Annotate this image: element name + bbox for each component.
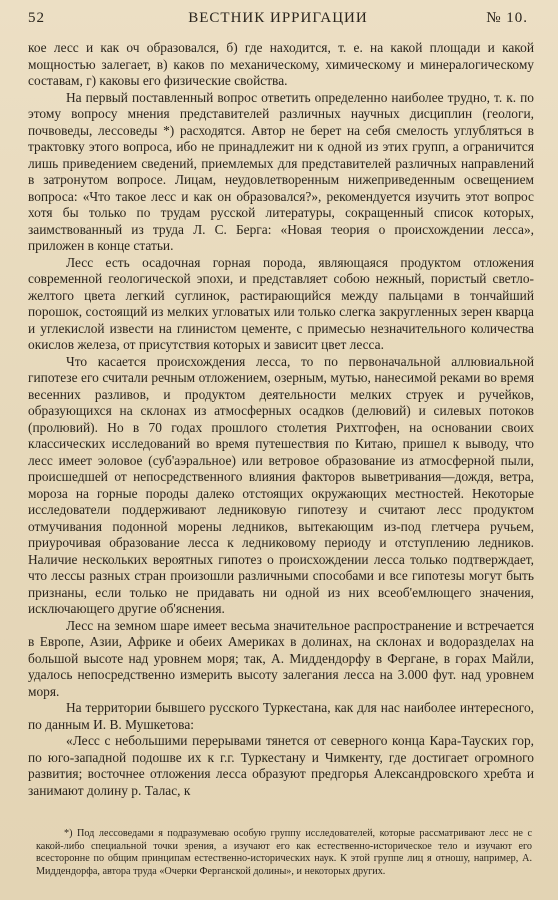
paragraph: На первый поставленный вопрос ответить определенно наиболее трудно, т. к. по этому вопросу мнения представителей различных научных дисциплин (геологи, почвоведы, лессоведы *) расходятся. Автор не берет на себя смелость углубляться в трактовку этого вопроса, ибо не принадлежит ни к одной из этих групп, а ограничится лишь приведением сведений, приемлемых для представителей различных направлений в затронутом вопросе. Лицам, неудовлетворенным нижеприведенным освещением вопроса: «Что такое лесс и как он образовался?», рекомендуется изучить этот вопрос хотя бы только по трудам русской литературы, сокращенный список которых, заимствованный из труда Л. С. Берга: «Новая теория о происхождении лесса», приложен в конце статьи. xyxy=(28,89,534,253)
paragraph: Лесс есть осадочная горная порода, являющаяся продуктом отложения современной геологической эпохи, и представляет собою нежный, пористый светло-желтого цвета легкий суглинок, растирающийся между пальцами в тончайший порошок, состоящий из мелких угловатых или только слегка закругленных зерен кварца и углекислой извести на глинистом цементе, с примесью незначительного количества окислов железа, от присутствия которых и зависит цвет лесса. xyxy=(28,254,534,352)
paragraph-continuation: кое лесс и как оч образовался, б) где находится, т. е. на какой площади и какой мощностью залегает, в) каков по механическому, химическому и минералогическому составам, г) каковы его физические свойства. xyxy=(28,40,534,88)
article-body xyxy=(28,40,534,799)
page-number: 52 xyxy=(28,10,45,26)
journal-title: ВЕСТНИК ИРРИГАЦИИ xyxy=(188,10,368,26)
footnote: *) Под лессоведами я подразумеваю особую группу исследователей, которые рассматривают лесс не с какой-либо специальной точки зрения, а изучают его как естественно-историческое тело и изучают его всесторонне по общим принципам естественно-исторических наук. К этой группе лиц я отношу, например, А. Миддендорфа, автора труда «Очерки Ферганской долины», и некоторых других. xyxy=(36,828,532,877)
paragraph: Лесс на земном шаре имеет весьма значительное распространение и встречается в Европе, Азии, Африке и обеих Америках в долинах, на склонах и водоразделах на большой высоте над уровнем моря; так, А. Миддендорфу в Фергане, в горах Майли, удалось непосредственно измерить высоту залегания лесса на 3.000 фут. над уровнем моря. xyxy=(28,617,534,699)
issue-number: № 10. xyxy=(486,10,528,26)
quote-paragraph: «Лесс с небольшими перерывами тянется от северного конца Кара-Тауских гор, по юго-западной подошве их к г.г. Туркестану и Чимкенту, где достигает огромного развития; восточнее отложения лесса образуют предгорья Александровского хребта и занимают долину р. Талас, к xyxy=(28,733,534,798)
running-header xyxy=(28,10,528,32)
paragraph: Что касается происхождения лесса, то по первоначальной аллювиальной гипотезе его считали речным отложением, озерным, мутью, нанесимой реками во время весенних разливов, и продуктом деятельности мелких струек и ручейков, образующихся на склонах из атмосферных осадков (делювий) и силевых потоков (пролювий). Но в 70 годах прошлого столетия Рихтгофен, на основании своих классических исследований во время путешествия по Китаю, пришел к выводу, что лесс имеет эоловое (суб'аэральное) или ветровое образование из атмосферной пыли, происшедшей от непосредственного влияния факторов выветривания—дождя, ветра, мороза на горные породы далеко отстоящих окружающих местностей. Некоторые исследователи поддерживают ледниковую гипотезу и считают лесс продуктом отмучивания подонной морены ледников, вытекающим из-под глетчера ручьем, приурочивая образование лесса к ледниковому периоду и отступлению ледников. Наличие нескольких вероятных гипотез о происхождении лесса только подтверждает, что лессы разных стран произошли различными способами и все гипотезы могут быть признаны, если только не придавать ни одной из них всеоб'емлющего значения, исключающего другие об'яснения. xyxy=(28,353,534,616)
paragraph: На территории бывшего русского Туркестана, как для нас наиболее интересного, по данным И. В. Мушкетова: xyxy=(28,700,534,732)
